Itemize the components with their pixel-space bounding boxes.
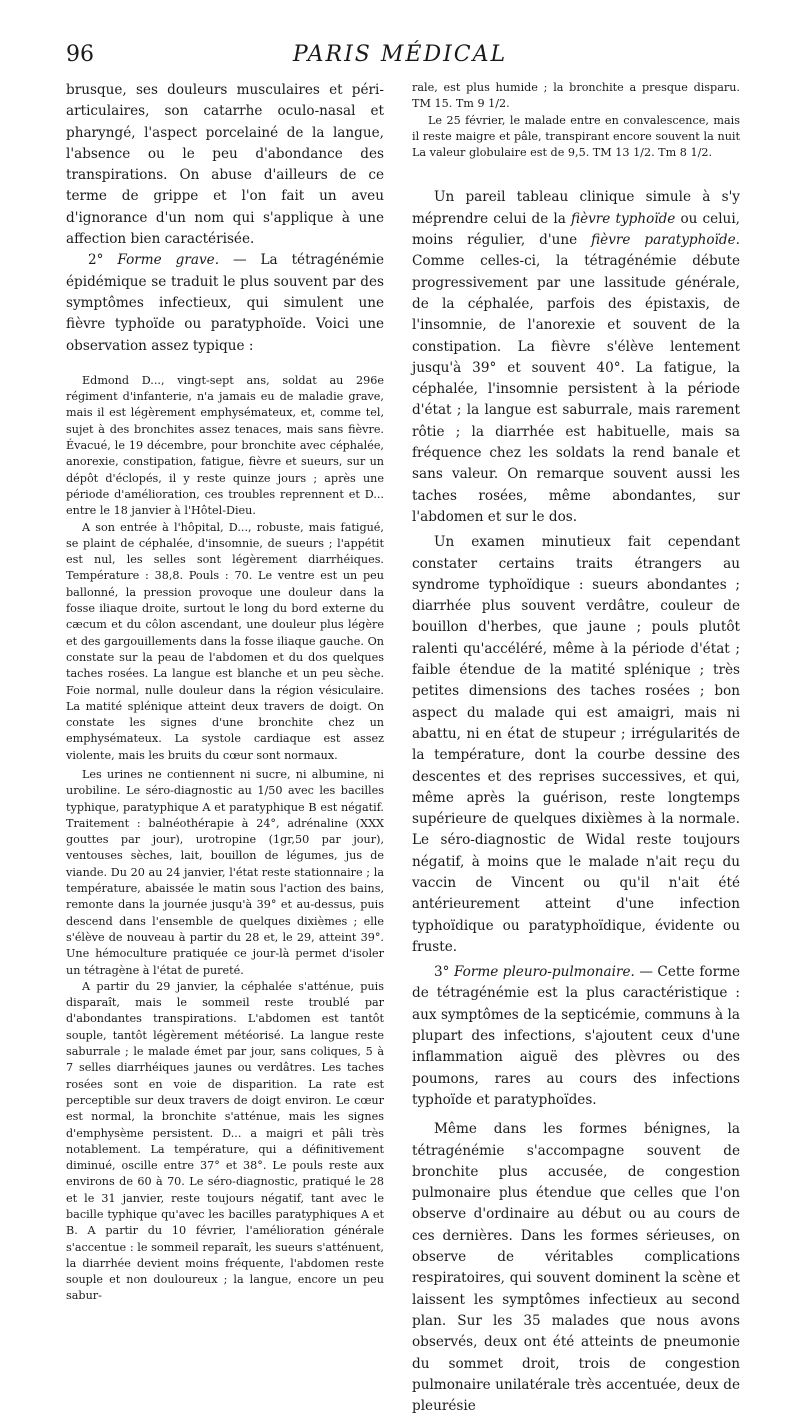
paragraph-clinical-picture — [412, 187, 740, 528]
emphasis-fievre-typhoide: fièvre typhoïde — [571, 210, 676, 227]
observation-paragraph: rale, est plus humide ; la bronchite a presque disparu. TM 15. Tm 9 1/2. — [412, 81, 740, 111]
left-column — [66, 80, 384, 1305]
paragraph-text: Un pareil tableau clinique simule à s'y méprendre celui de la — [412, 189, 740, 227]
section-number: 3° — [434, 964, 454, 981]
observation-paragraph: A son entrée à l'hôpital, D..., robuste, mais fatigué, se plaint de céphalée, d'insomnie, de sueurs ; l'appétit est nul, les selles sont légèrement diarrhéiques. Température : 38,8. Pouls : 70. Le ventre est un peu ballonné, la pression provoque une douleur dans la fosse iliaque droite, surtout le long du bord externe du cæcum et du côlon ascendant, une douleur plus légère et des gargouillements dans la fosse iliaque gauche. On constate sur la peau de l'abdomen et du dos quelques taches rosées. La langue est blanche et un peu sèche. Foie normal, nulle douleur dans la région vésiculaire. La matité splénique atteint deux travers de doigt. On constate les signes d'une bronchite chez un emphysémateux. La systole cardiaque est assez violente, mais les bruits du cœur sont normaux. — [66, 520, 384, 762]
section-title-forme-grave: Forme grave. — [117, 252, 220, 269]
paragraph-text: ou celui, moins régulier, d'une — [412, 210, 740, 249]
section-title-forme-pleuro-pulmonaire: Forme pleuro-pulmonaire. — [453, 964, 635, 981]
paragraph-forme-grave — [66, 250, 384, 356]
paragraph-respiratory-complications: Même dans les formes bénignes, la tétragénémie s'accompagne souvent de bronchite plus accusée, de congestion pulmonaire plus étendue que celles que l'on observe d'ordinaire au début ou au cours de ces dernières. Dans les formes sérieuses, on observe de véritables complications respiratoires, qui souvent dominent la scène et laissent les symptômes infectieux au second plan. Sur les 35 malades que nous avons observés, deux ont été atteints de pneumonie du sommet droit, trois de congestion pulmonaire unilatérale très accentuée, deux de pleurésie — [412, 1121, 740, 1415]
right-column — [412, 80, 740, 1417]
observation-paragraph: Edmond D..., vingt-sept ans, soldat au 296e régiment d'infanterie, n'a jamais eu de maladie grave, mais il est légèrement emphysémateux, et, comme tel, sujet à des bronchites assez tenaces, mais sans fièvre. Évacué, le 19 décembre, pour bronchite avec céphalée, anorexie, constipation, fatigue, fièvre et sueurs, sur un dépôt d'éclopés, il y reste quinze jours ; après une période d'amélioration, ces troubles reprennent et D... entre le 18 janvier à l'Hôtel-Dieu. — [66, 373, 384, 518]
section-number: 2° — [88, 252, 118, 269]
observation-paragraph: Les urines ne contiennent ni sucre, ni albumine, ni urobiline. Le séro-diagnostic au 1/50 avec les bacilles typhique, paratyphique A et paratyphique B est négatif. Traitement : balnéothérapie à 24°, adrénaline (XXX gouttes par jour), urotropine (1gr,50 par jour), ventouses sèches, lait, bouillon de légumes, jus de viande. Du 20 au 24 janvier, l'état reste stationnaire ; la température, abaissée le matin sous l'action des bains, remonte dans la journée jusqu'à 39° et au-dessus, puis descend dans l'ensemble de quelques dixièmes ; elle s'élève de nouveau à partir du 28 et, le 29, atteint 39°. Une hémoculture pratiquée ce jour-là permet d'isoler un tétragène à l'état de pureté. — [66, 767, 384, 977]
paragraph-continuation: brusque, ses douleurs musculaires et péri-articulaires, son catarrhe oculo-nasal et pharyngé, l'aspect porcelainé de la langue, l'absence ou le peu d'abondance des transpirations. On abuse d'ailleurs de ce terme de grippe et l'on fait un aveu d'ignorance d'un nom qui s'applique à une affection bien caractérisée. — [66, 82, 384, 248]
paragraph-text: . Comme celles-ci, la tétragénémie débute progressivement par une lassitude générale, de la céphalée, parfois des épistaxis, de l'insomnie, de l'anorexie et souvent de la constipation. La fièvre s'élève lentement jusqu'à 39° et souvent 40°. La fatigue, la céphalée, l'insomnie persistent à la période d'état ; la langue est saburrale, mais rarement rôtie ; la diarrhée est habituelle, mais sa fréquence chez les soldats la rend banale et sans valeur. On remarque souvent aussi les taches rosées, même abondantes, sur l'abdomen et sur le dos. — [412, 232, 740, 525]
paragraph-text: — Cette forme de tétragénémie est la plus caractéristique : aux symptômes de la septicémie, communs à la plupart des infections, s'ajoutent ceux d'une inflammation aiguë des plèvres ou des poumons, rares au cours des infections typhoïde et paratyphoïdes. — [412, 964, 740, 1108]
paragraph-forme-pleuro-pulmonaire — [412, 962, 740, 1111]
observation-paragraph: A partir du 29 janvier, la céphalée s'atténue, puis disparaît, mais le sommeil reste troublé par d'abondantes transpirations. L'abdomen est tantôt souple, tantôt légèrement météorisé. La langue reste saburrale ; le malade émet par jour, sans coliques, 5 à 7 selles diarrhéiques jaunes ou verdâtres. Les taches rosées sont en voie de disparition. La rate est perceptible sur deux travers de doigt environ. Le cœur est normal, la bronchite s'atténue, mais les signes d'emphysème persistent. D... a maigri et pâli très notablement. La température, qui a définitivement diminué, oscille entre 37° et 38°. Le pouls reste aux environs de 60 à 70. Le séro-diagnostic, pratiqué le 28 et le 31 janvier, reste toujours négatif, tant avec le bacille typhique qu'avec les bacilles paratyphiques A et B. A partir du 10 février, l'amélioration générale s'accentue : le sommeil reparaît, les sueurs s'atténuent, la diarrhée devient moins fréquente, l'abdomen reste souple et non douloureux ; la langue, encore un peu sabur- — [66, 979, 384, 1303]
paragraph-examination: Un examen minutieux fait cependant constater certains traits étrangers au syndrome typhoïdique : sueurs abondantes ; diarrhée plus souvent verdâtre, couleur de bouillon d'herbes, que jaune ; pouls plutôt ralenti qu'accéléré, même à la période d'état ; faible étendue de la matité splénique ; très petites dimensions des taches rosées ; bon aspect du malade qui est amaigri, mais ni abattu, ni en état de stupeur ; irrégularités de la température, dont la courbe dessine des descentes et des reprises successives, et qui, même après la guérison, reste longtemps supérieure de quelques dixièmes à la normale. Le séro-diagnostic de Widal reste toujours négatif, à moins que le malade n'ait reçu du vaccin de Vincent ou qu'il n'ait été antérieurement atteint d'une infection typhoïdique ou paratyphoïdique, évidente ou fruste. — [412, 534, 740, 955]
page-header — [66, 42, 734, 76]
running-title: PARIS MÉDICAL — [292, 42, 508, 67]
paragraph-text: — La tétragénémie épidémique se traduit le plus souvent par des symptômes infectieux, qui simulent une fièvre typhoïde ou paratyphoïde. Voici une observation assez typique : — [66, 252, 384, 354]
emphasis-fievre-paratyphoide: fièvre paratyphoïde — [591, 232, 736, 249]
page-number: 96 — [66, 42, 94, 67]
observation-paragraph: Le 25 février, le malade entre en convalescence, mais il reste maigre et pâle, transpirant encore souvent la nuit La valeur globulaire est de 9,5. TM 13 1/2. Tm 8 1/2. — [412, 113, 740, 160]
